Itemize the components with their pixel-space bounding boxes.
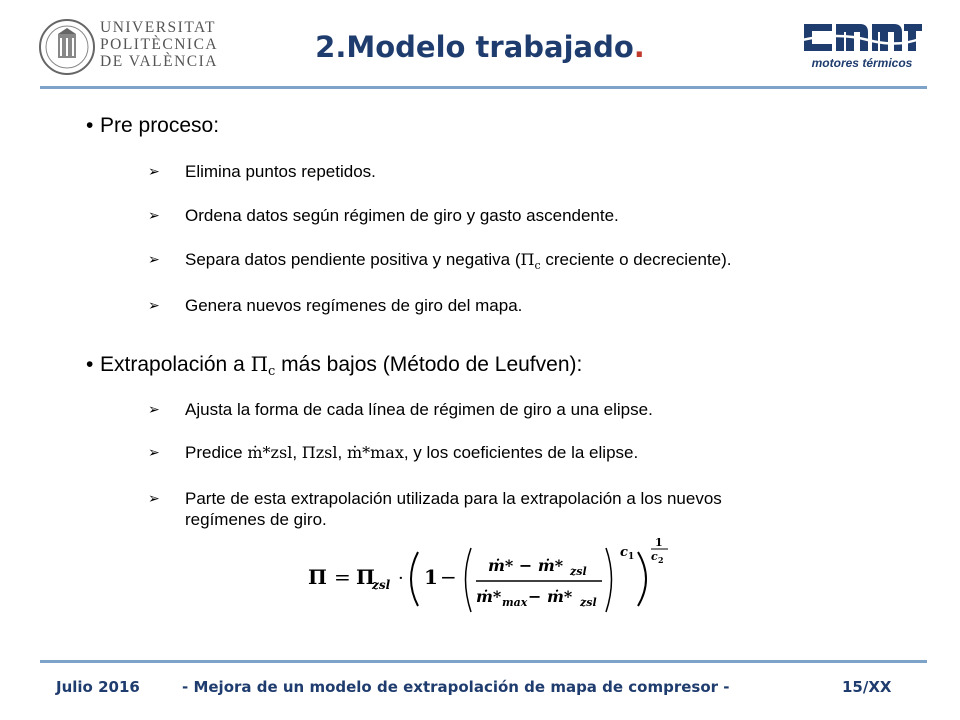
- footer-divider: [40, 660, 927, 663]
- university-line-1: UNIVERSITAT: [100, 19, 217, 36]
- text-part: Predice: [185, 443, 248, 462]
- bullet-dot: •: [86, 114, 94, 137]
- sub-item-text: Ajusta la forma de cada línea de régimen de giro a una elipse.: [185, 400, 653, 419]
- footer-page-number: 15/XX: [842, 678, 892, 696]
- text-part: creciente o decreciente).: [540, 250, 732, 269]
- text-part: y los coeficientes de la elipse.: [408, 443, 639, 462]
- logo-caption: motores térmicos: [811, 56, 913, 70]
- university-line-2: POLITÈCNICA: [100, 36, 219, 53]
- formula-pi-sub: zsl: [372, 578, 391, 592]
- sub-item-text: [185, 249, 732, 276]
- arrow-right-icon: ➢: [148, 490, 160, 506]
- formula-denominator-a-sub: max: [502, 596, 528, 609]
- formula-lhs: Π: [308, 565, 327, 589]
- formula-paren-left: [411, 552, 418, 606]
- bullet-heading-tail: más bajos (Método de Leufven):: [275, 353, 583, 376]
- footer-date: Julio 2016: [56, 678, 140, 696]
- title-dot: .: [633, 30, 645, 64]
- math-term: ṁ*max: [346, 443, 404, 462]
- formula-denominator-a: ṁ*: [476, 587, 502, 606]
- text-part: Separa datos pendiente positiva y negativa (: [185, 250, 521, 269]
- formula-dot: ·: [398, 568, 404, 589]
- formula-exp-den: c: [651, 550, 658, 563]
- bullet-heading: Extrapolación a: [100, 353, 251, 376]
- arrow-right-icon: ➢: [148, 401, 160, 417]
- formula-one: 1: [424, 565, 438, 589]
- math-term: ṁ*zsl: [247, 443, 293, 462]
- leufven-formula: [306, 534, 676, 624]
- formula-minus: −: [440, 565, 457, 589]
- sub-item-text: Elimina puntos repetidos.: [185, 162, 376, 181]
- bullet-heading: Pre proceso:: [100, 114, 220, 137]
- university-line-3: DE VALÈNCIA: [100, 53, 218, 70]
- formula-denominator-b: − ṁ*: [528, 587, 573, 606]
- arrow-right-icon: ➢: [148, 444, 160, 460]
- formula-exp-num: 1: [655, 536, 663, 549]
- sub-item-text: Ordena datos según régimen de giro y gasto ascendente.: [185, 206, 619, 225]
- pi-subscript: c: [534, 259, 541, 272]
- pi-symbol: Π: [250, 352, 269, 376]
- formula-numerator: ṁ* − ṁ*: [488, 556, 564, 575]
- arrow-right-icon: ➢: [148, 163, 160, 179]
- formula-paren-inner-left: [466, 548, 472, 612]
- cmt-logo-icon: [798, 20, 926, 54]
- formula-exp-c: c: [620, 545, 628, 560]
- formula-pi: Π: [356, 565, 375, 589]
- math-term: Πzsl: [301, 443, 338, 462]
- formula-exp-den-sub: 2: [658, 555, 664, 565]
- text-line: regímenes de giro.: [185, 510, 327, 529]
- formula-paren-right: [638, 552, 646, 606]
- sub-item-text: [185, 488, 722, 530]
- bullet-pre-proceso: [86, 114, 219, 138]
- pi-symbol: Π: [520, 250, 535, 269]
- arrow-right-icon: ➢: [148, 251, 160, 267]
- sub-item-text: Genera nuevos regímenes de giro del mapa.: [185, 296, 523, 315]
- formula-paren-inner-right: [606, 548, 612, 612]
- cmt-logo: [798, 20, 926, 72]
- formula-numerator-sub: zsl: [570, 565, 587, 578]
- title-number: 2.: [315, 30, 347, 64]
- footer-subject: - Mejora de un modelo de extrapolación de mapa de compresor -: [182, 678, 730, 696]
- arrow-right-icon: ➢: [148, 207, 160, 223]
- text-line: Parte de esta extrapolación utilizada para la extrapolación a los nuevos: [185, 489, 722, 508]
- formula-denominator-b-sub: zsl: [580, 596, 597, 609]
- formula-equals: =: [334, 565, 351, 589]
- arrow-right-icon: ➢: [148, 297, 160, 313]
- formula-exp-c-sub: 1: [628, 552, 635, 562]
- bullet-extrapolacion: [86, 352, 582, 379]
- sub-item-text: Predice ṁ*zsl, Πzsl, ṁ*max, y los coeficientes de la elipse.: [185, 443, 639, 462]
- title-text: Modelo trabajado: [346, 30, 634, 64]
- header-divider: [40, 86, 927, 89]
- bullet-dot: •: [86, 353, 94, 376]
- pi-subscript: c: [268, 364, 276, 379]
